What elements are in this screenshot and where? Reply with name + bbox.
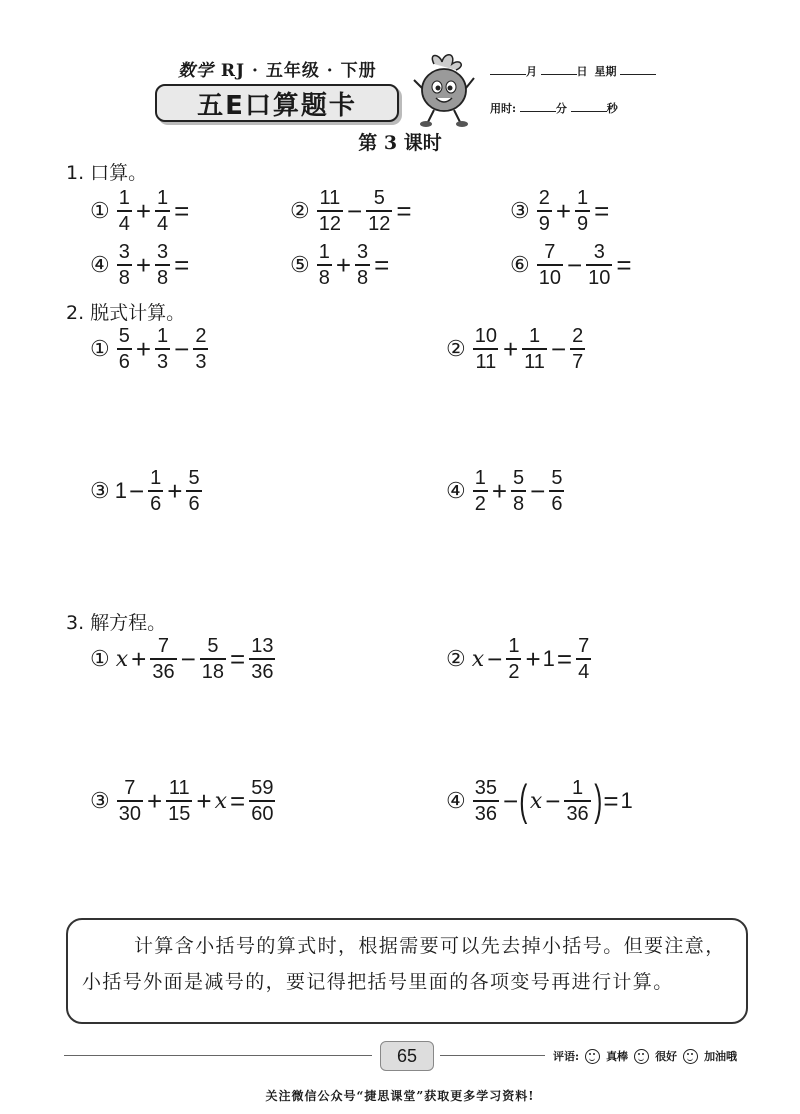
item-number: ⑥ [510, 252, 530, 277]
equals-sign: = [616, 250, 632, 280]
denominator: 8 [511, 490, 526, 514]
numerator: 1 [118, 187, 130, 209]
footer-rule-right [440, 1055, 545, 1056]
operator: − [545, 786, 561, 816]
denominator: 8 [355, 264, 370, 288]
denominator: 9 [537, 210, 552, 234]
fraction [155, 326, 170, 372]
oral-item-1 [90, 188, 190, 234]
denominator: 12 [366, 210, 392, 234]
integer: 1 [114, 478, 127, 503]
denominator: 3 [155, 348, 170, 372]
equation-item-1 [90, 636, 278, 682]
equals-sign: = [594, 196, 610, 226]
seconds-label: 秒 [606, 102, 618, 115]
equation-item-2 [446, 636, 594, 682]
seconds-blank[interactable] [571, 101, 607, 112]
equals-sign: = [374, 250, 390, 280]
operator: + [146, 786, 163, 816]
smile-face-icon[interactable] [585, 1049, 600, 1064]
denominator: 36 [249, 658, 275, 682]
numerator: 7 [124, 777, 136, 799]
weekday-label: 星期 [594, 65, 617, 78]
time-label: 用时: [490, 102, 517, 115]
equals-sign: = [603, 786, 619, 816]
denominator: 10 [537, 264, 563, 288]
item-number: ① [90, 336, 110, 361]
evaluation-option-3: 加油哦 [704, 1050, 738, 1063]
header-subtitle [178, 56, 377, 81]
month-label: 月 [526, 65, 537, 78]
minutes-label: 分 [555, 102, 567, 115]
fraction [366, 188, 392, 234]
numerator: 1 [474, 467, 486, 489]
fraction [576, 636, 591, 682]
equals-sign: = [230, 644, 246, 674]
oral-item-4 [90, 242, 190, 288]
operator: − [346, 196, 363, 226]
item-number: ③ [90, 478, 110, 503]
numerator: 1 [157, 187, 169, 209]
tip-box: 计算含小括号的算式时，根据需要可以先去掉小括号。但要注意，小括号外面是减号的，要记得把括号里面的各项变号再进行计算。 [66, 918, 748, 1024]
lesson-title: 第 3 课时 [358, 132, 442, 154]
section-2-title: 2. 脱式计算。 [66, 302, 186, 324]
operator: + [491, 476, 508, 506]
equals-sign: = [174, 196, 190, 226]
footer-note: 关注微信公众号“捷思课堂”获取更多学习资料! [265, 1089, 535, 1103]
fraction [193, 326, 208, 372]
oral-item-5 [290, 242, 390, 288]
fraction [570, 326, 585, 372]
fraction [186, 468, 201, 514]
equals-sign: = [174, 250, 190, 280]
denominator: 36 [150, 658, 176, 682]
numerator: 1 [572, 777, 584, 799]
denominator: 4 [117, 210, 132, 234]
denominator: 11 [522, 348, 547, 372]
numerator: 5 [118, 325, 130, 347]
fraction [117, 188, 132, 234]
variable: x [471, 646, 485, 672]
item-number: ③ [90, 788, 110, 813]
fraction [537, 242, 563, 288]
calc-item-3 [90, 468, 205, 514]
denominator: 4 [576, 658, 591, 682]
numerator: 7 [544, 241, 556, 263]
fraction [549, 468, 564, 514]
subject-label: 数学 [178, 61, 214, 81]
day-label: 日 [576, 65, 588, 78]
oral-item-3 [510, 188, 610, 234]
numerator: 5 [373, 187, 385, 209]
weekday-blank[interactable] [620, 64, 656, 75]
denominator: 6 [148, 490, 163, 514]
evaluation-option-1: 真棒 [606, 1050, 629, 1063]
fraction [117, 326, 132, 372]
numerator: 1 [508, 635, 520, 657]
fraction [564, 778, 590, 824]
numerator: 1 [318, 241, 330, 263]
fraction [166, 778, 192, 824]
smile-face-icon[interactable] [683, 1049, 698, 1064]
numerator: 7 [157, 635, 170, 657]
operator: − [180, 644, 196, 674]
item-number: ② [446, 336, 466, 361]
fraction [506, 636, 521, 682]
fraction [249, 636, 275, 682]
item-number: ④ [446, 478, 466, 503]
item-number: ② [446, 646, 466, 671]
evaluation-option-2: 很好 [655, 1050, 678, 1063]
fraction [155, 242, 170, 288]
operator: − [550, 334, 567, 364]
right-parenthesis: ) [593, 776, 603, 825]
fraction [249, 778, 275, 824]
operator: + [196, 786, 212, 816]
operator: + [131, 644, 147, 674]
equation-item-4 [446, 778, 634, 824]
denominator: 60 [249, 800, 275, 824]
fraction [473, 778, 499, 824]
denominator: 9 [575, 210, 590, 234]
operator: + [502, 334, 519, 364]
integer: 1 [620, 788, 633, 813]
numerator: 59 [251, 777, 274, 799]
denominator: 8 [317, 264, 332, 288]
oral-item-2 [290, 188, 413, 234]
denominator: 6 [549, 490, 564, 514]
fraction [317, 242, 332, 288]
integer: 1 [542, 646, 555, 671]
fraction [200, 636, 226, 682]
evaluation-row [553, 1048, 737, 1064]
edition-label: RJ · 五年级 · 下册 [220, 61, 377, 81]
calc-item-1 [90, 326, 211, 372]
operator: − [487, 644, 503, 674]
fraction [575, 188, 590, 234]
numerator: 35 [474, 777, 497, 799]
title-banner [155, 84, 399, 122]
day-blank[interactable] [541, 64, 577, 75]
numerator: 11 [168, 777, 190, 799]
item-number: ④ [446, 788, 466, 813]
denominator: 2 [506, 658, 521, 682]
denominator: 30 [117, 800, 143, 824]
denominator: 15 [166, 800, 192, 824]
operator: − [502, 786, 519, 816]
numerator: 10 [474, 325, 497, 347]
operator: − [174, 334, 190, 364]
item-number: ① [90, 198, 110, 223]
numerator: 2 [538, 187, 550, 209]
fraction [155, 188, 170, 234]
operator: − [566, 250, 583, 280]
item-number: ④ [90, 252, 110, 277]
fraction [150, 636, 176, 682]
fraction [117, 778, 143, 824]
numerator: 1 [528, 325, 541, 347]
minutes-blank[interactable] [520, 101, 556, 112]
evaluation-label: 评语: [553, 1050, 580, 1063]
numerator: 7 [578, 635, 590, 657]
operator: − [530, 476, 546, 506]
fraction [522, 326, 547, 372]
numerator: 5 [551, 467, 563, 489]
section-3-title: 3. 解方程。 [66, 612, 167, 634]
numerator: 1 [577, 187, 589, 209]
fraction [537, 188, 552, 234]
section-1-title: 1. 口算。 [66, 162, 148, 184]
operator: + [135, 196, 152, 226]
denominator: 18 [200, 658, 226, 682]
denominator: 36 [473, 800, 499, 824]
denominator: 7 [570, 348, 585, 372]
operator: + [135, 334, 152, 364]
denominator: 8 [155, 264, 170, 288]
variable: x [214, 788, 228, 814]
oral-item-6 [510, 242, 633, 288]
equation-item-3 [90, 778, 278, 824]
fraction [473, 326, 499, 372]
date-line [490, 63, 656, 79]
numerator: 5 [188, 467, 200, 489]
numerator: 5 [513, 467, 525, 489]
operator: + [135, 250, 152, 280]
variable: x [115, 646, 129, 672]
numerator: 1 [150, 467, 162, 489]
time-line [490, 100, 618, 116]
fraction [355, 242, 370, 288]
operator: + [167, 476, 183, 506]
numerator: 2 [572, 325, 584, 347]
denominator: 4 [155, 210, 170, 234]
item-number: ① [90, 646, 110, 671]
fraction [511, 468, 526, 514]
fraction [586, 242, 612, 288]
variable: x [529, 788, 543, 814]
equals-sign: = [230, 786, 246, 816]
smile-face-icon[interactable] [634, 1049, 649, 1064]
denominator: 3 [193, 348, 208, 372]
operator: + [335, 250, 352, 280]
month-blank[interactable] [490, 64, 526, 75]
fraction [473, 468, 488, 514]
calc-item-4 [446, 468, 567, 514]
denominator: 12 [317, 210, 343, 234]
operator: − [128, 476, 145, 506]
fraction [117, 242, 132, 288]
numerator: 13 [251, 635, 274, 657]
denominator: 10 [586, 264, 612, 288]
numerator: 1 [157, 325, 169, 347]
denominator: 6 [186, 490, 201, 514]
calc-item-2 [446, 326, 588, 372]
left-parenthesis: ( [519, 776, 528, 825]
item-number: ② [290, 198, 310, 223]
numerator: 3 [357, 241, 369, 263]
numerator: 3 [157, 241, 169, 263]
item-number: ⑤ [290, 252, 310, 277]
mascot-icon [410, 50, 478, 128]
equals-sign: = [396, 196, 412, 226]
denominator: 6 [117, 348, 132, 372]
denominator: 2 [473, 490, 488, 514]
numerator: 5 [207, 635, 219, 657]
page-title: 五E口算题卡 [197, 90, 357, 121]
denominator: 8 [117, 264, 132, 288]
operator: + [555, 196, 572, 226]
numerator: 2 [195, 325, 207, 347]
fraction [148, 468, 163, 514]
item-number: ③ [510, 198, 530, 223]
numerator: 11 [319, 187, 341, 209]
equals-sign: = [556, 644, 573, 674]
denominator: 36 [564, 800, 590, 824]
footer-rule-left [64, 1055, 372, 1056]
operator: + [525, 644, 541, 674]
page-number: 65 [380, 1041, 434, 1071]
denominator: 11 [473, 348, 498, 372]
numerator: 3 [593, 241, 605, 263]
fraction [317, 188, 343, 234]
numerator: 3 [118, 241, 130, 263]
